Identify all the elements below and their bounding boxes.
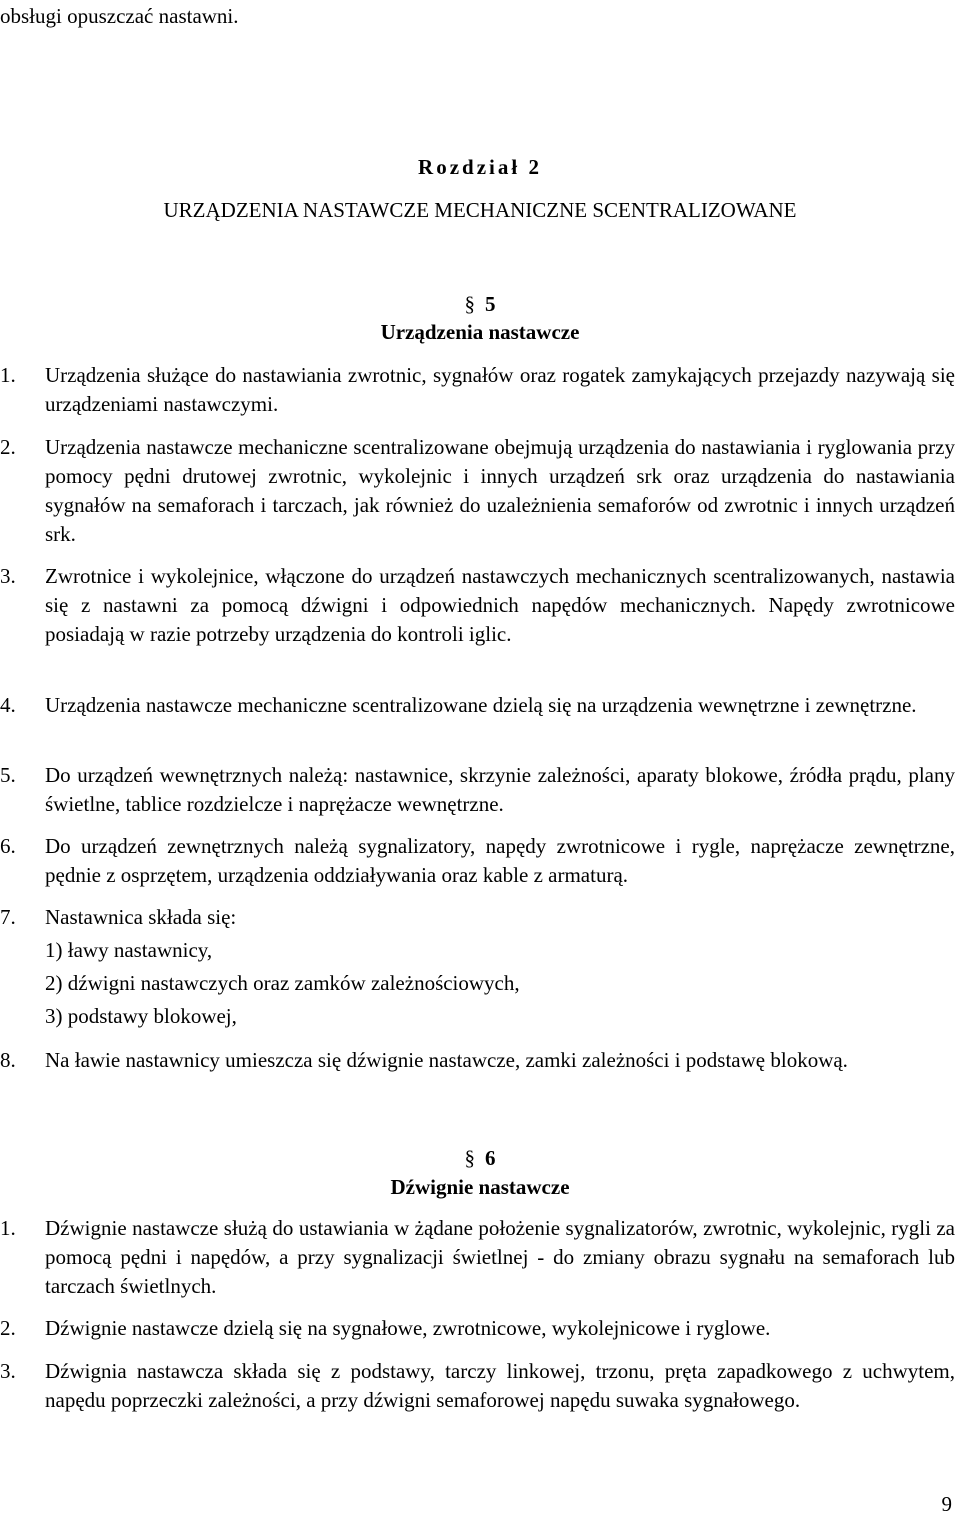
section-6-title: Dźwignie nastawcze — [390, 1175, 570, 1199]
item-text: Nastawnica składa się: — [45, 905, 237, 929]
subitem: 3) podstawy blokowej, — [45, 1004, 237, 1028]
subitem: 1) ławy nastawnicy, — [45, 938, 213, 962]
item-text: Urządzenia służące do nastawiania zwrotnic, sygnałów oraz rogatek zamykających przejazdy nazywają się urządzeniami nastawczymi. — [45, 363, 955, 416]
item-text: Do urządzeń wewnętrznych należą: nastawnice, skrzynie zależności, aparaty blokowe, źródła prądu, plany świetlne, tablice rozdzielcze i naprężacze wewnętrzne. — [45, 763, 955, 816]
item-text: Dźwignie nastawcze służą do ustawiania w żądane położenie sygnalizatorów, zwrotnic, wykolejnic, rygli za pomocą pędni i napędów, a przy sygnalizacji świetlnej - do zmiany obrazu sygnału na semaforach lub tarczach świetlnych. — [45, 1216, 955, 1298]
item-number: 7. — [0, 905, 16, 929]
section-symbol: § — [464, 1146, 475, 1170]
item-number: 6. — [0, 834, 16, 858]
section-5-title: Urządzenia nastawcze — [380, 320, 580, 344]
item-text: Dźwignie nastawcze dzielą się na sygnałowe, zwrotnicowe, wykolejnicowe i ryglowe. — [45, 1316, 771, 1340]
chapter-label: Rozdział 2 — [418, 155, 542, 179]
section-6-heading — [0, 1148, 960, 1169]
item-number: 8. — [0, 1048, 16, 1072]
page-number: 9 — [941, 1492, 952, 1516]
item-text: Urządzenia nastawcze mechaniczne scentralizowane dzielą się na urządzenia wewnętrzne i zewnętrzne. — [45, 693, 917, 717]
section-number: 6 — [485, 1146, 496, 1170]
item-text: Do urządzeń zewnętrznych należą sygnalizatory, napędy zwrotnicowe i rygle, naprężacze zewnętrzne, pędnie z osprzętem, urządzenia oddziaływania oraz kable z armaturą. — [45, 834, 955, 887]
item-text: Na ławie nastawnicy umieszcza się dźwignie nastawcze, zamki zależności i podstawę blokową. — [45, 1048, 848, 1072]
item-number: 1. — [0, 1216, 16, 1240]
item-text: Zwrotnice i wykolejnice, włączone do urządzeń nastawczych mechanicznych scentralizowanych, nastawia się z nastawni za pomocą dźwigni i odpowiednich napędów mechanicznych. Napędy zwrotnicowe posiadają w razie potrzeby urządzenia do kontroli iglic. — [45, 564, 955, 646]
top-line: obsługi opuszczać nastawni. — [0, 4, 239, 28]
item-text: Dźwignia nastawcza składa się z podstawy, tarczy linkowej, trzonu, pręta zapadkowego z uchwytem, napędu poprzeczki zależności, a przy dźwigni semaforowej napędu suwaka sygnałowego. — [45, 1359, 955, 1412]
section-symbol: § — [464, 292, 475, 316]
item-number: 2. — [0, 1316, 16, 1340]
subitem: 2) dźwigni nastawczych oraz zamków zależnościowych, — [45, 971, 520, 995]
item-text: Urządzenia nastawcze mechaniczne scentralizowane obejmują urządzenia do nastawiania i ryglowania przy pomocy pędni drutowej zwrotnic, wykolejnic i innych urządzeń srk oraz urządzenia do nastawiania sygnałów na semaforach i tarczach, jak również do uzależnienia semaforów od zwrotnic i innych urządzeń srk. — [45, 435, 955, 546]
item-number: 2. — [0, 435, 16, 459]
item-number: 5. — [0, 763, 16, 787]
chapter-title: URZĄDZENIA NASTAWCZE MECHANICZNE SCENTRALIZOWANE — [163, 198, 797, 222]
item-number: 3. — [0, 1359, 16, 1383]
item-number: 3. — [0, 564, 16, 588]
section-number: 5 — [485, 292, 496, 316]
item-number: 1. — [0, 363, 16, 387]
item-number: 4. — [0, 693, 16, 717]
section-5-heading — [0, 294, 960, 315]
